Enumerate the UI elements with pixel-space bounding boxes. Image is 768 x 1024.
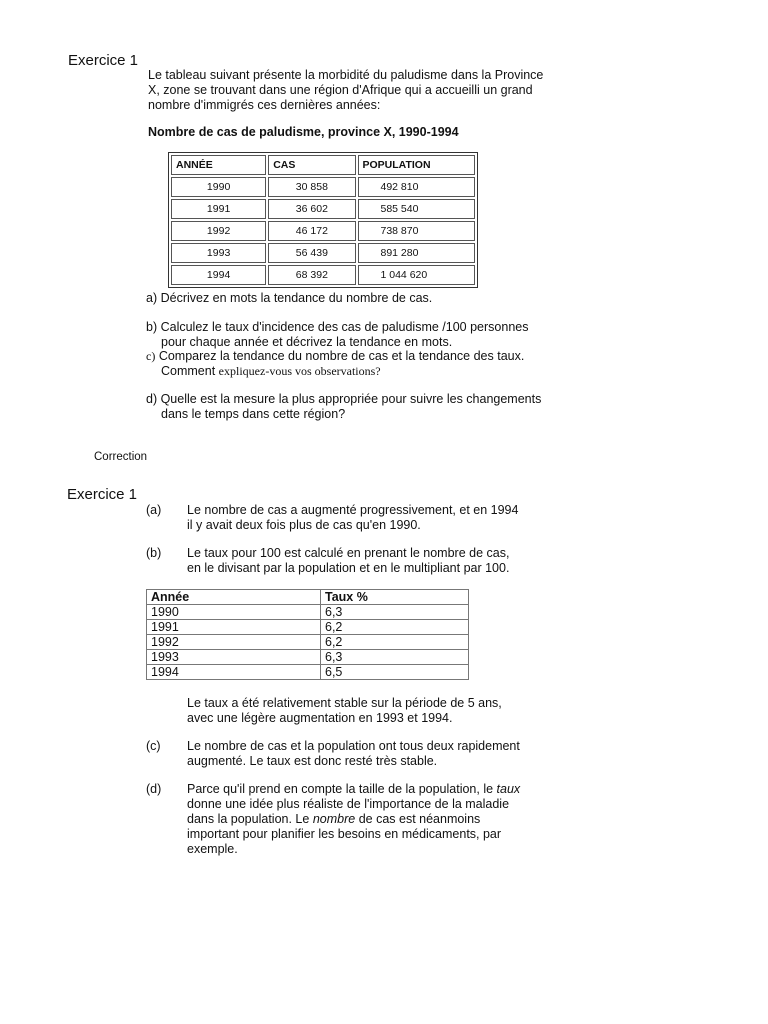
header-annee: Année: [147, 590, 321, 605]
intro-line-2: X, zone se trouvant dans une région d'Afrique qui a accueilli un grand: [148, 83, 533, 97]
answer-d: [187, 782, 520, 857]
cell-cases: 68 392: [268, 265, 355, 285]
malaria-cases-table: [168, 152, 478, 288]
cell-cases: 46 172: [268, 221, 355, 241]
question-b: [146, 320, 528, 350]
answer-d-line-2: donne une idée plus réaliste de l'importance de la maladie: [187, 797, 510, 811]
correction-label: Correction: [94, 451, 148, 463]
intro-line-1: Le tableau suivant présente la morbidité du paludisme dans la Province: [148, 68, 544, 82]
cell-year: 1990: [147, 605, 321, 620]
answer-c-line-2: augmenté. Le taux est donc resté très stable.: [187, 754, 438, 768]
answer-a: [187, 503, 518, 533]
table-row: [147, 650, 469, 665]
answer-a-line-1: Le nombre de cas a augmenté progressivement, et en 1994: [187, 503, 519, 517]
rate-table: [146, 589, 469, 680]
question-b-line-2: pour chaque année et décrivez la tendance en mots.: [161, 335, 453, 349]
cell-cases: 30 858: [268, 177, 355, 197]
answer-b-after-line-2: avec une légère augmentation en 1993 et 1994.: [187, 711, 453, 725]
answer-b-label: (b): [146, 546, 162, 560]
cell-population: 585 540: [358, 199, 476, 219]
answer-d-taux: taux: [496, 782, 521, 796]
table-row: [171, 221, 475, 241]
question-c: [146, 349, 524, 379]
cell-year: 1993: [147, 650, 321, 665]
cell-population: 1 044 620: [358, 265, 476, 285]
cell-year: 1992: [171, 221, 266, 241]
answer-d-label: (d): [146, 782, 162, 796]
answer-a-line-2: il y avait deux fois plus de cas qu'en 1990.: [187, 518, 421, 532]
cell-rate: 6,3: [321, 650, 469, 665]
question-c-line-2a: Comment: [161, 364, 216, 378]
cell-year: 1991: [147, 620, 321, 635]
answer-b-after-line-1: Le taux a été relativement stable sur la période de 5 ans,: [187, 696, 502, 710]
question-d-line-2: dans le temps dans cette région?: [161, 407, 346, 421]
exercise-title: Exercice 1: [68, 52, 139, 69]
cell-year: 1993: [171, 243, 266, 263]
question-d: [146, 392, 541, 422]
answer-b: [187, 546, 509, 576]
answer-b-line-1: Le taux pour 100 est calculé en prenant le nombre de cas,: [187, 546, 510, 560]
table-row: [171, 265, 475, 285]
table-header-row: [171, 155, 475, 175]
header-taux: Taux %: [321, 590, 469, 605]
question-d-line-1: d) Quelle est la mesure la plus appropriée pour suivre les changements: [146, 392, 542, 406]
table-row: [147, 620, 469, 635]
answer-a-label: (a): [146, 503, 162, 517]
question-c-line-1: Comparez la tendance du nombre de cas et la tendance des taux.: [158, 349, 525, 363]
answer-b-line-2: en le divisant par la population et en le multipliant par 100.: [187, 561, 510, 575]
answer-c-label: (c): [146, 739, 161, 753]
table-row: [171, 243, 475, 263]
answer-d-nombre: nombre: [312, 812, 356, 826]
answer-b-after: [187, 696, 502, 726]
rate-table-header-row: [147, 590, 469, 605]
answer-d-line-3b: de cas est néanmoins: [358, 812, 481, 826]
cell-rate: 6,3: [321, 605, 469, 620]
table-title: Nombre de cas de paludisme, province X, 1990-1994: [148, 125, 459, 139]
header-cas: CAS: [268, 155, 355, 175]
cell-year: 1992: [147, 635, 321, 650]
answer-d-line-5: exemple.: [187, 842, 238, 856]
cell-year: 1991: [171, 199, 266, 219]
cell-population: 492 810: [358, 177, 476, 197]
cell-cases: 56 439: [268, 243, 355, 263]
answer-c-line-1: Le nombre de cas et la population ont tous deux rapidement: [187, 739, 520, 753]
cell-rate: 6,2: [321, 635, 469, 650]
table-row: [147, 635, 469, 650]
answer-d-line-3a: dans la population. Le: [187, 812, 310, 826]
table-row: [171, 199, 475, 219]
question-b-line-1: b) Calculez le taux d'incidence des cas de paludisme /100 personnes: [146, 320, 529, 334]
table-row: [171, 177, 475, 197]
cell-cases: 36 602: [268, 199, 355, 219]
cell-year: 1990: [171, 177, 266, 197]
table-row: [147, 605, 469, 620]
table-row: [147, 665, 469, 680]
cell-year: 1994: [171, 265, 266, 285]
exercise-intro: [148, 68, 543, 113]
cell-rate: 6,2: [321, 620, 469, 635]
question-c-prefix: c): [146, 349, 156, 363]
question-a: a) Décrivez en mots la tendance du nombre de cas.: [146, 291, 433, 305]
cell-year: 1994: [147, 665, 321, 680]
cell-population: 738 870: [358, 221, 476, 241]
question-c-line-2b: expliquez-vous vos observations?: [218, 364, 381, 378]
cell-rate: 6,5: [321, 665, 469, 680]
intro-line-3: nombre d'immigrés ces dernières années:: [148, 98, 381, 112]
answer-c: [187, 739, 520, 769]
answer-d-line-4: important pour planifier les besoins en médicaments, par: [187, 827, 502, 841]
answer-d-line-1: Parce qu'il prend en compte la taille de la population, le: [187, 782, 494, 796]
cell-population: 891 280: [358, 243, 476, 263]
header-population: POPULATION: [358, 155, 476, 175]
correction-title: Exercice 1: [67, 486, 138, 503]
header-annee: ANNÉE: [171, 155, 266, 175]
